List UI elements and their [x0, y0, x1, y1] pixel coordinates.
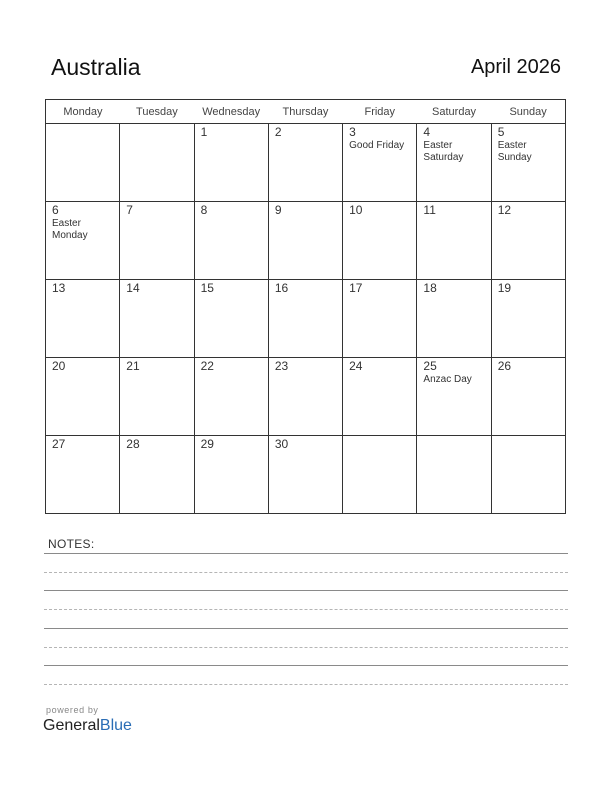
- day-number: 7: [126, 203, 133, 217]
- day-cell: [46, 436, 120, 514]
- notes-line: [44, 553, 568, 554]
- day-cell: [343, 280, 417, 358]
- holiday-label: [120, 126, 193, 127]
- month-year-title: April 2026: [470, 56, 561, 78]
- day-number: 6: [52, 203, 59, 217]
- day-number: 5: [497, 125, 505, 139]
- day-cell: [417, 358, 491, 436]
- brand-general-text: General: [43, 717, 100, 734]
- holiday-label: [195, 373, 268, 374]
- holiday-label: [195, 451, 268, 452]
- brand-blue-text: Blue: [99, 717, 132, 734]
- day-cell: [417, 280, 491, 358]
- holiday-label: [120, 295, 193, 296]
- day-number: 10: [349, 203, 363, 217]
- day-number: 14: [126, 281, 140, 295]
- notes-line: [44, 665, 568, 666]
- country-title: Australia: [51, 54, 141, 80]
- day-cell: [120, 124, 194, 202]
- holiday-label: [492, 295, 565, 296]
- day-number: 3: [349, 125, 356, 139]
- day-number: 26: [497, 359, 512, 373]
- holiday-label: [46, 295, 119, 296]
- week-row: [46, 202, 566, 280]
- holiday-label: [46, 373, 119, 374]
- day-number: 27: [52, 437, 66, 451]
- day-number: 15: [200, 281, 214, 295]
- weekday-header: Sunday: [491, 100, 565, 124]
- day-cell: [194, 202, 268, 280]
- day-cell: [268, 124, 342, 202]
- day-number: 13: [52, 281, 66, 295]
- day-number: 29: [200, 437, 214, 451]
- day-cell: [343, 202, 417, 280]
- day-cell: [46, 280, 120, 358]
- day-cell: [194, 280, 268, 358]
- day-number: 17: [349, 281, 363, 295]
- week-row: [46, 358, 566, 436]
- brand-logo[interactable]: [43, 717, 132, 735]
- holiday-label: [269, 139, 342, 140]
- weekday-header: Monday: [46, 100, 120, 124]
- day-number: 9: [274, 203, 282, 217]
- weekday-header: Tuesday: [120, 100, 194, 124]
- day-number: 19: [497, 281, 512, 295]
- day-number: 30: [274, 437, 289, 451]
- day-cell: [491, 436, 565, 514]
- holiday-label: Easter Monday: [52, 218, 88, 241]
- holiday-label: Easter Saturday: [423, 140, 464, 163]
- day-cell: [491, 358, 565, 436]
- week-row: [46, 124, 566, 202]
- day-cell: [120, 280, 194, 358]
- holiday-label: [269, 217, 342, 218]
- day-number: 12: [497, 203, 512, 217]
- holiday-label: [120, 217, 193, 218]
- day-number: 22: [200, 359, 214, 373]
- notes-line: [44, 628, 568, 629]
- day-cell: [46, 358, 120, 436]
- day-number: 2: [274, 125, 282, 139]
- day-cell: [268, 358, 342, 436]
- day-cell: [46, 202, 120, 280]
- day-cell: [417, 124, 491, 202]
- day-number: 21: [126, 359, 140, 373]
- day-number: 18: [423, 281, 437, 295]
- day-cell: [268, 202, 342, 280]
- holiday-label: [343, 438, 416, 439]
- weekday-header: Saturday: [417, 100, 491, 124]
- holiday-label: [46, 451, 119, 452]
- powered-by-text: powered by: [46, 705, 99, 715]
- day-cell: [343, 358, 417, 436]
- day-number: 24: [349, 359, 363, 373]
- day-cell: [417, 436, 491, 514]
- holiday-label: [492, 217, 565, 218]
- holiday-label: [417, 217, 490, 218]
- day-number: 16: [274, 281, 289, 295]
- holiday-label: [120, 373, 193, 374]
- day-cell: [120, 202, 194, 280]
- day-cell: [491, 280, 565, 358]
- holiday-label: Anzac Day: [423, 374, 472, 385]
- holiday-label: [195, 139, 268, 140]
- day-cell: [194, 358, 268, 436]
- day-cell: [417, 202, 491, 280]
- notes-line: [44, 590, 568, 591]
- weekday-header: Thursday: [268, 100, 342, 124]
- day-cell: [268, 436, 342, 514]
- holiday-label: [343, 295, 416, 296]
- holiday-label: [343, 373, 416, 374]
- week-row: [46, 436, 566, 514]
- holiday-label: [195, 217, 268, 218]
- holiday-label: Good Friday: [349, 140, 405, 151]
- holiday-label: [269, 451, 342, 452]
- weekday-header: Friday: [343, 100, 417, 124]
- holiday-label: [343, 217, 416, 218]
- day-cell: [491, 124, 565, 202]
- notes-line: [44, 572, 568, 573]
- day-cell: [120, 358, 194, 436]
- weekday-header: Wednesday: [194, 100, 268, 124]
- notes-line: [44, 684, 568, 685]
- holiday-label: [492, 438, 565, 439]
- holiday-label: [46, 126, 119, 127]
- day-cell: [120, 436, 194, 514]
- holiday-label: [195, 295, 268, 296]
- day-number: 23: [274, 359, 289, 373]
- calendar-grid: [45, 99, 566, 514]
- day-cell: [268, 280, 342, 358]
- holiday-label: [269, 373, 342, 374]
- notes-line: [44, 647, 568, 648]
- holiday-label: [492, 373, 565, 374]
- day-cell: [343, 124, 417, 202]
- day-number: 20: [52, 359, 66, 373]
- holiday-label: [417, 295, 490, 296]
- holiday-label: [417, 438, 490, 439]
- day-number: 4: [423, 125, 431, 139]
- notes-label: NOTES:: [48, 537, 95, 551]
- day-cell: [343, 436, 417, 514]
- day-number: 25: [423, 359, 437, 373]
- holiday-label: [269, 295, 342, 296]
- day-number: 28: [126, 437, 140, 451]
- day-cell: [194, 124, 268, 202]
- day-cell: [46, 124, 120, 202]
- week-row: [46, 280, 566, 358]
- day-number: 1: [200, 125, 208, 139]
- holiday-label: Easter Sunday: [497, 140, 532, 163]
- day-number: 11: [423, 203, 436, 217]
- day-cell: [194, 436, 268, 514]
- notes-line: [44, 609, 568, 610]
- weekday-header-row: [46, 100, 566, 124]
- holiday-label: [120, 451, 193, 452]
- day-number: 8: [200, 203, 208, 217]
- day-cell: [491, 202, 565, 280]
